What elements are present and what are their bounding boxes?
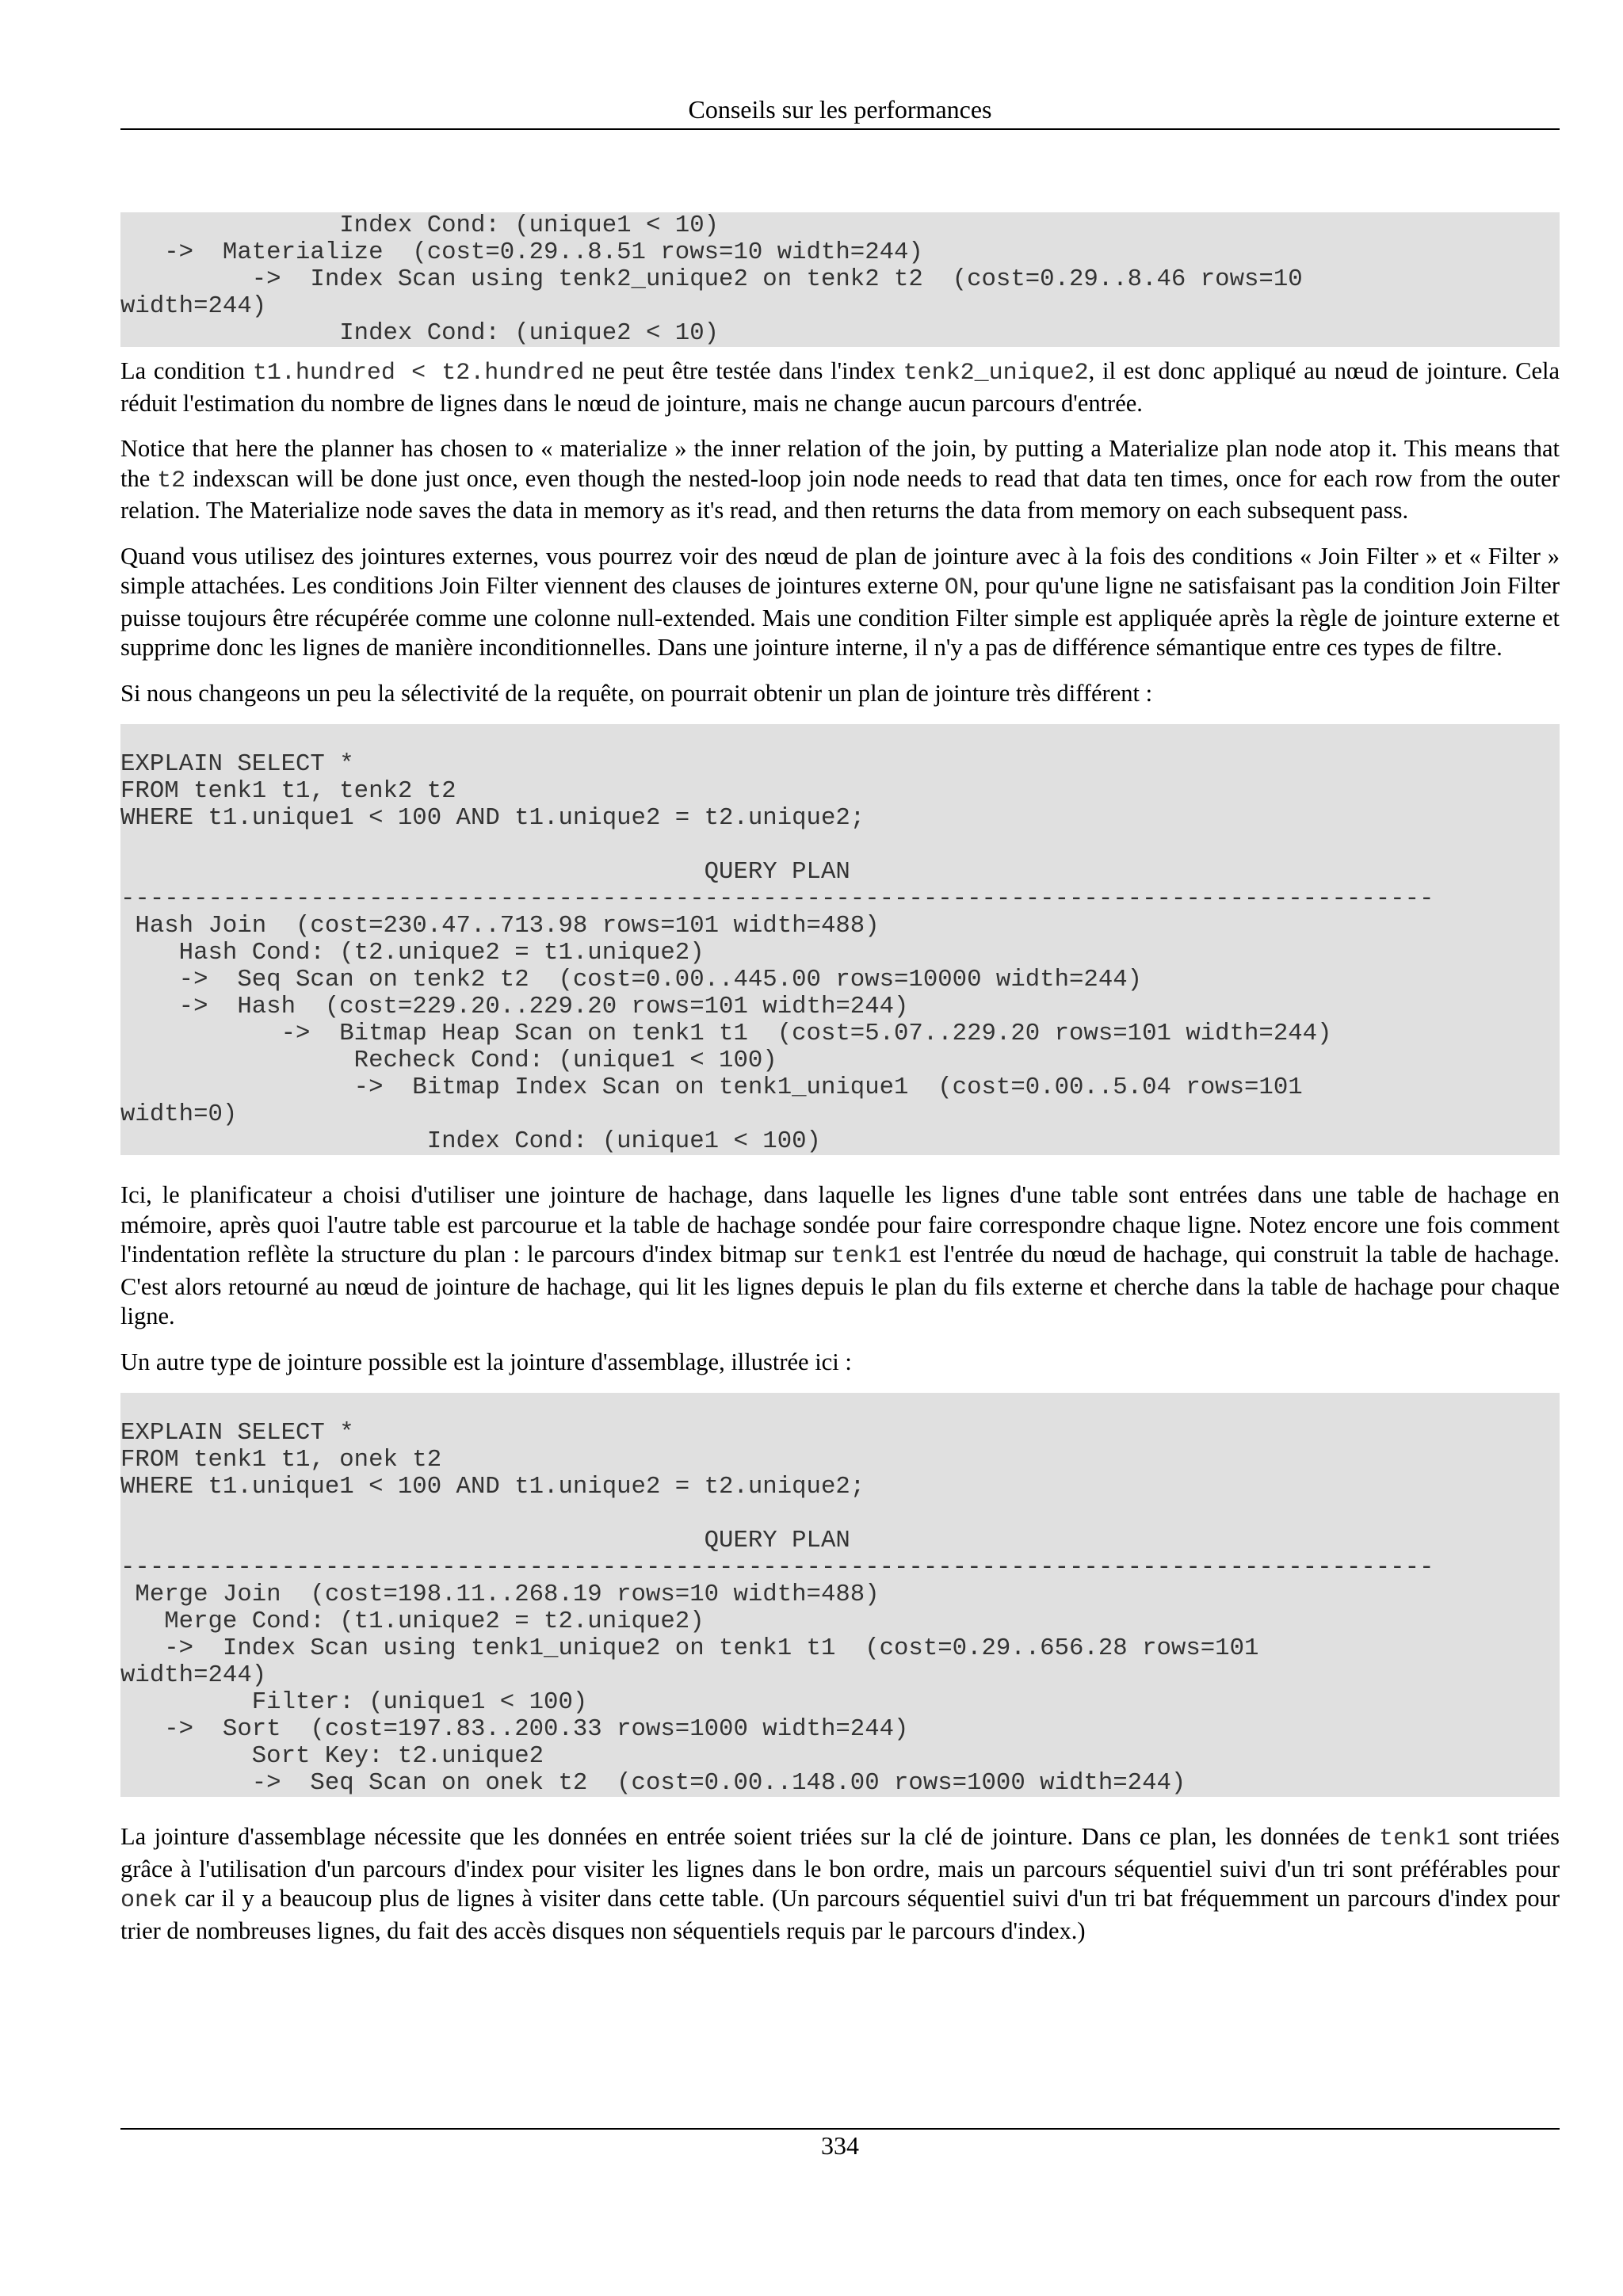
paragraph-join-condition: La condition t1.hundred < t2.hundred ne peut être testée dans l'index tenk2_unique2, il est donc appliqué au nœud de jointure. Cela réduit l'estimation du nombre de lignes dans le nœud de jointure, mais ne change aucun parcours d'entrée. — [120, 357, 1560, 417]
paragraph-selectivity: Si nous changeons un peu la sélectivité de la requête, on pourrait obtenir un plan de jointure très différent : — [120, 679, 1153, 707]
inline-code-t2: t2 — [157, 467, 186, 494]
inline-code-condition: t1.hundred < t2.hundred — [252, 360, 585, 387]
paragraph-materialize: Notice that here the planner has chosen to « materialize » the inner relation of the join, by putting a Materialize plan node atop it. This means that the t2 indexscan will be done just once, even though the nested-loop join node needs to read that data ten times, once for each row from the outer relation. The Materialize node saves the data in memory as it's read, and then returns the data from memory on each subsequent pass. — [120, 435, 1560, 524]
paragraph-outer-joins: Quand vous utilisez des jointures externes, vous pourrez voir des nœud de plan de jointure avec à la fois des conditions « Join Filter » et « Filter » simple attachées. Les conditions Join Filter viennent des clauses de jointures externe ON, pour qu'une ligne ne satisfaisant pas la condition Join Filter puisse toujours être récupérée comme une colonne null-extended. Mais une condition Filter simple est appliquée après la règle de jointure externe et supprime donc les lignes de manière inconditionnelles. Dans une jointure interne, il n'y a pas de différence sémantique entre ces types de filtre. — [120, 542, 1560, 661]
paragraph-merge-intro: Un autre type de jointure possible est la jointure d'assemblage, illustrée ici : — [120, 1348, 852, 1375]
code-block-hash-join: EXPLAIN SELECT * FROM tenk1 t1, tenk2 t2 WHERE t1.unique1 < 100 AND t1.unique2 = t2.unique2; QUERY PLAN ------------------------------------------------------------------------------------------ Hash Join (cost=230.47..713.98 rows=101 width=488) Hash Cond: (t2.unique2 = t1.unique2) -> Seq Scan on tenk2 t2 (cost=0.00..445.00 rows=10000 width=244) -> Hash (cost=229.20..229.20 rows=101 width=244) -> Bitmap Heap Scan on tenk1 t1 (cost=5.07..229.20 rows=101 width=244) Recheck Cond: (unique1 < 100) -> Bitmap Index Scan on tenk1_unique1 (cost=0.00..5.04 rows=101 width=0) Index Cond: (unique1 < 100) — [120, 724, 1560, 1155]
inline-code-index: tenk2_unique2 — [903, 360, 1089, 387]
document-page — [120, 0, 1560, 2296]
inline-code-onek: onek — [120, 1887, 178, 1914]
code-block-merge-join: EXPLAIN SELECT * FROM tenk1 t1, onek t2 WHERE t1.unique1 < 100 AND t1.unique2 = t2.unique2; QUERY PLAN ------------------------------------------------------------------------------------------ Merge Join (cost=198.11..268.19 rows=10 width=488) Merge Cond: (t1.unique2 = t2.unique2) -> Index Scan using tenk1_unique2 on tenk1 t1 (cost=0.29..656.28 rows=101 width=244) Filter: (unique1 < 100) -> Sort (cost=197.83..200.33 rows=1000 width=244) Sort Key: t2.unique2 -> Seq Scan on onek t2 (cost=0.00..148.00 rows=1000 width=244) — [120, 1393, 1560, 1797]
inline-code-tenk1-sorted: tenk1 — [1379, 1825, 1451, 1852]
page-number: 334 — [821, 2131, 859, 2160]
inline-code-tenk1: tenk1 — [831, 1243, 903, 1270]
inline-code-on: ON — [944, 574, 973, 601]
paragraph-hash-join: Ici, le planificateur a choisi d'utiliser une jointure de hachage, dans laquelle les lignes d'une table sont entrées dans une table de hachage en mémoire, après quoi l'autre table est parcourue et la table de hachage sondée pour faire correspondre chaque ligne. Notez encore une fois comment l'indentation reflète la structure du plan : le parcours d'index bitmap sur tenk1 est l'entrée du nœud de hachage, qui construit la table de hachage. C'est alors retourné au nœud de jointure de hachage, qui lit les lignes depuis le plan du fils externe et cherche dans la table de hachage pour chaque ligne. — [120, 1181, 1560, 1329]
paragraph-merge-join: La jointure d'assemblage nécessite que les données en entrée soient triées sur la clé de jointure. Dans ce plan, les données de tenk1 sont triées grâce à l'utilisation d'un parcours d'index pour visiter les lignes dans le bon ordre, mais un parcours séquentiel suivi d'un tri sont préférables pour onek car il y a beaucoup plus de lignes à visiter dans cette table. (Un parcours séquentiel suivi d'un tri bat fréquemment un parcours d'index pour trier de nombreuses lignes, du fait des accès disques non séquentiels requis par le parcours d'index.) — [120, 1823, 1560, 1944]
page-content — [120, 212, 1560, 1946]
page-header-title: Conseils sur les performances — [688, 95, 992, 124]
code-block-nested-loop-tail: Index Cond: (unique1 < 10) -> Materialize (cost=0.29..8.51 rows=10 width=244) -> Index Scan using tenk2_unique2 on tenk2 t2 (cost=0.29..8.46 rows=10 width=244) Index Cond: (unique2 < 10) — [120, 212, 1560, 347]
header-rule — [120, 128, 1560, 130]
